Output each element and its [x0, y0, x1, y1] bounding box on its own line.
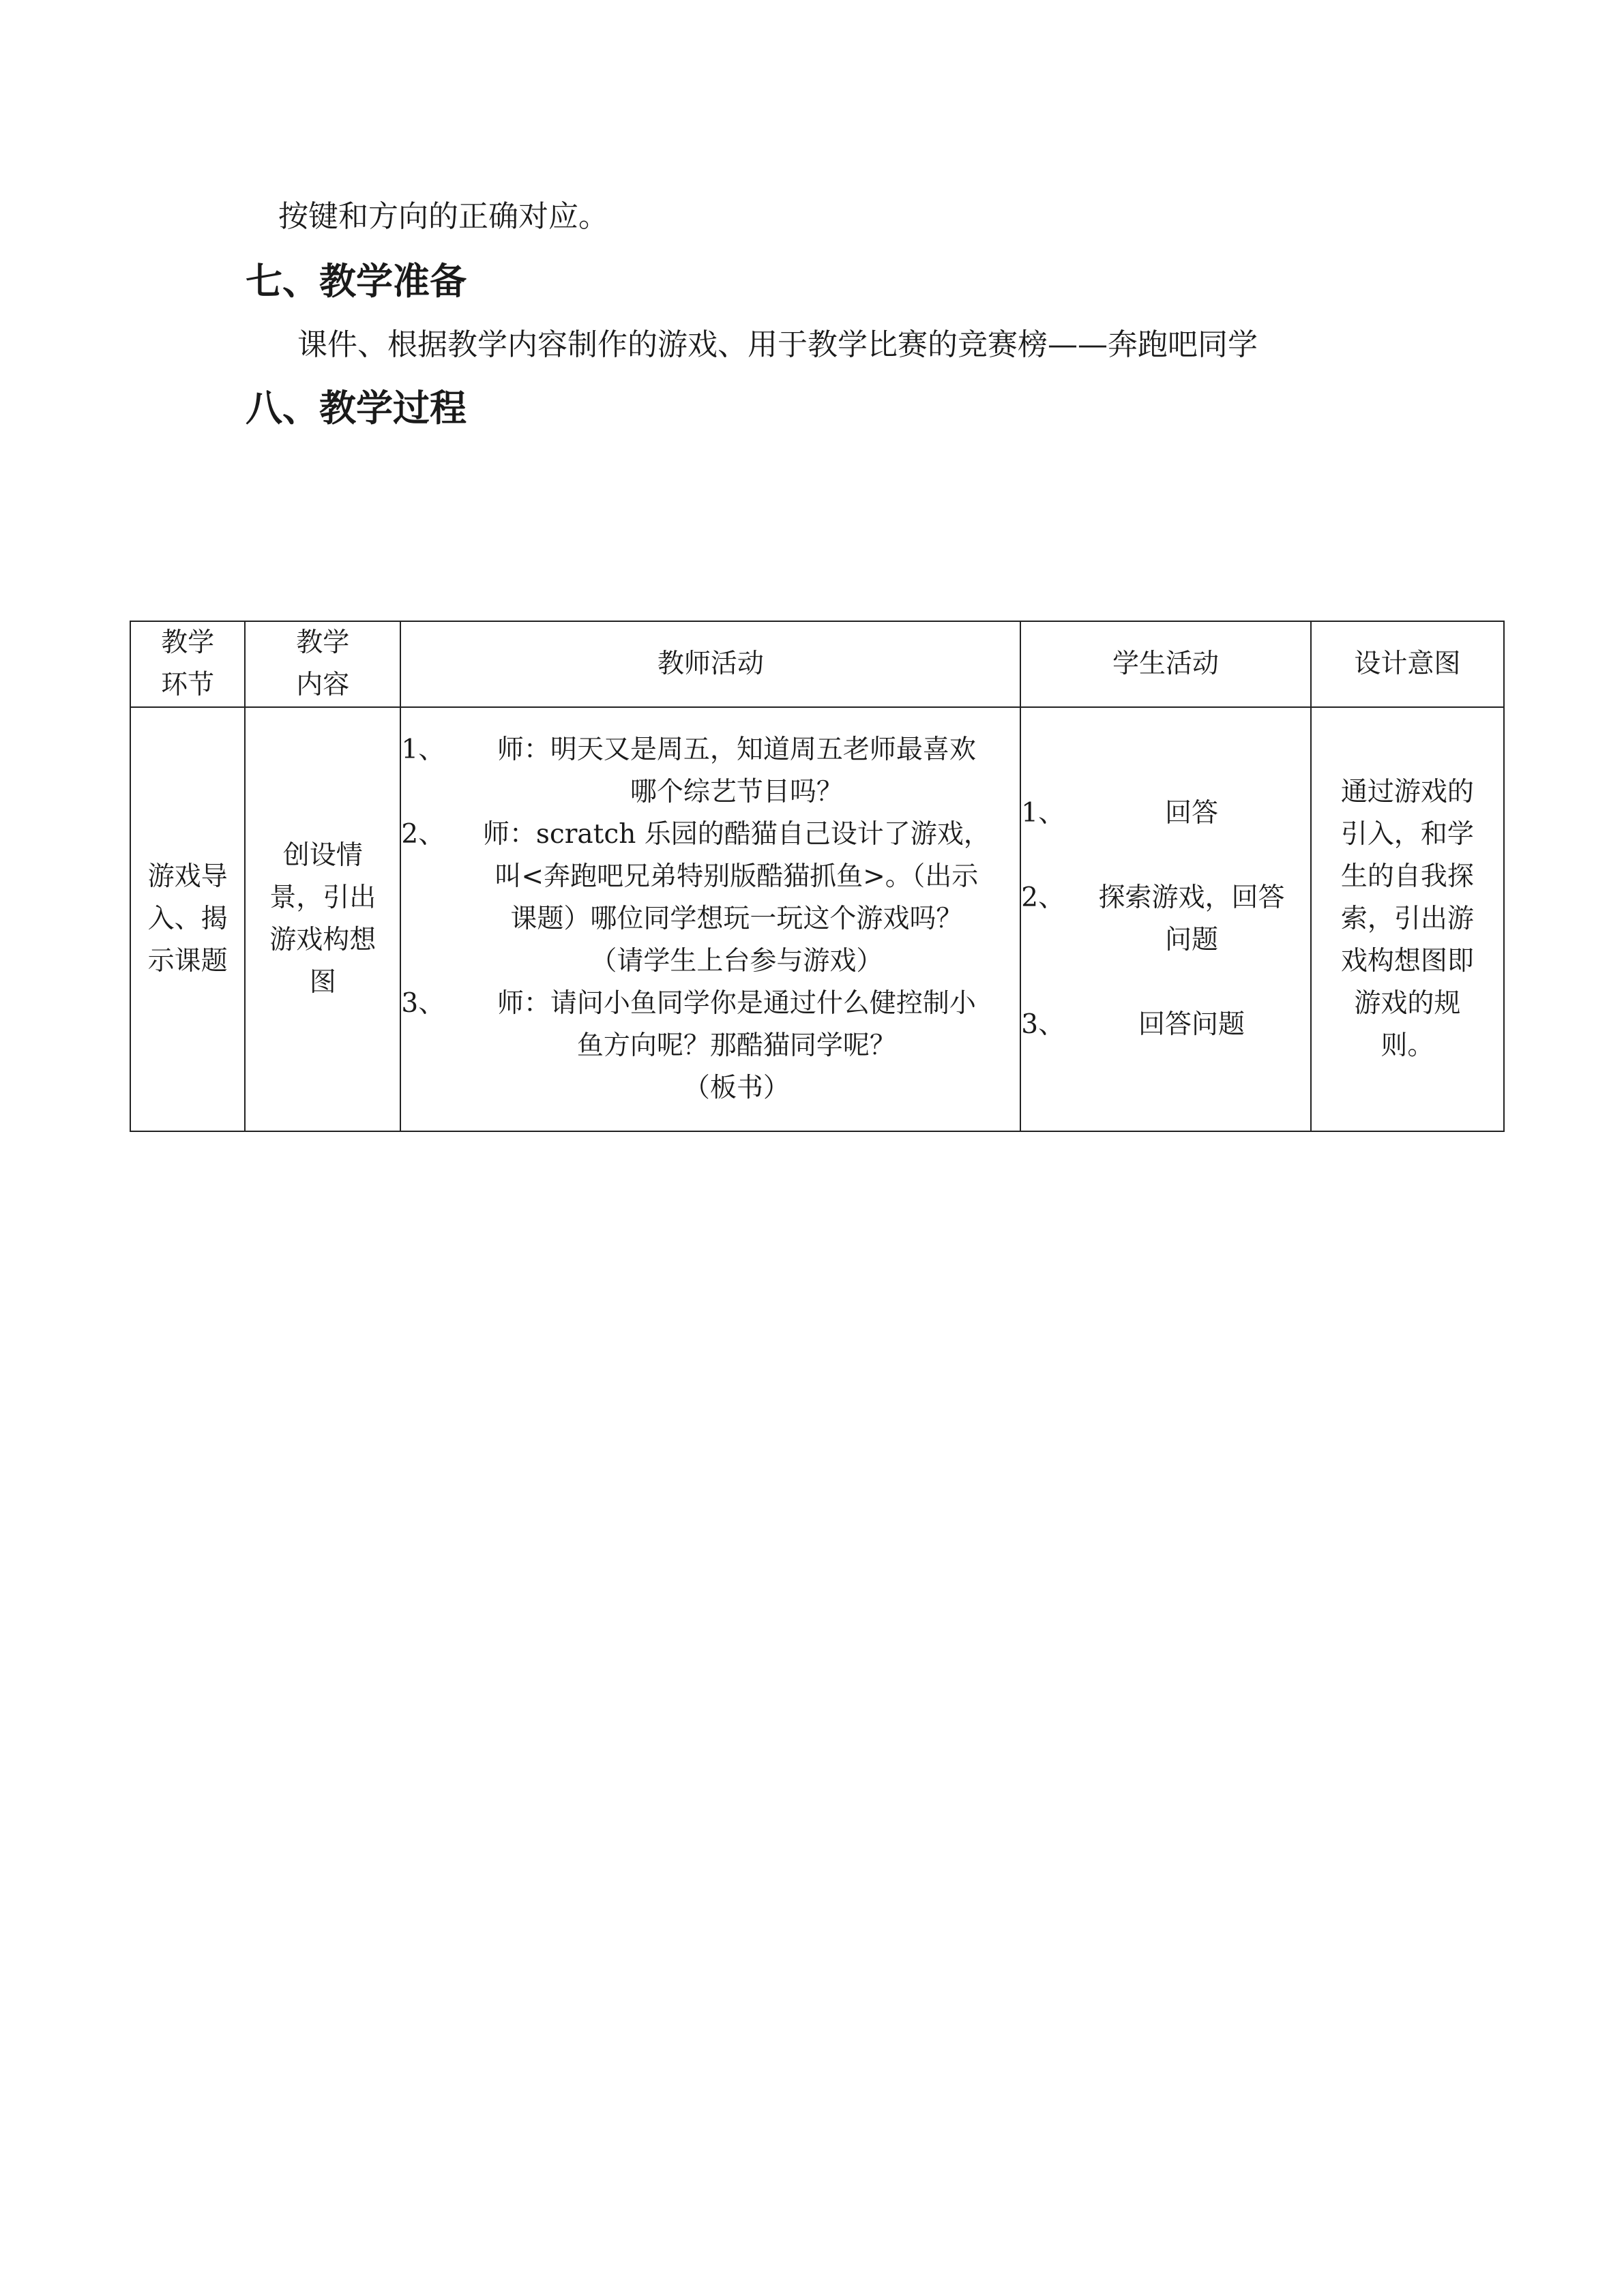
teacher-item-2: 2、 师：scratch 乐园的酷猫自己设计了游戏， 叫<奔跑吧兄弟特别版酷猫抓鱼>。（出示 课题）哪位同学想玩一玩这个游戏吗？ （请学生上台参与游戏）: [401, 819, 990, 976]
student-item-2: 2、 探索游戏，回答 问题: [1021, 882, 1285, 955]
cell-content: 创设情 景，引出 游戏构想 图: [245, 707, 400, 1131]
cell-teacher-activity: [400, 707, 1020, 1131]
cell-student-activity: [1020, 707, 1310, 1131]
teacher-item-1: 1、 师：明天又是周五，知道周五老师最喜欢 哪个综艺节目吗？: [401, 734, 976, 807]
cell-design-intent: 通过游戏的 引入，和学 生的自我探 索，引出游 戏构想图即 游戏的规 则。: [1311, 707, 1504, 1131]
continuation-text: 按键和方向的正确对应。: [278, 199, 608, 234]
header-student-activity: 学生活动: [1020, 621, 1310, 707]
teacher-note: （板书）: [683, 1073, 790, 1103]
teaching-process-table: [130, 621, 1505, 1132]
cell-stage: 游戏导 入、揭 示课题: [130, 707, 245, 1131]
section-8-heading: 八、教学过程: [246, 387, 467, 430]
header-stage: 教学 环节: [130, 621, 245, 707]
table-row: [130, 707, 1504, 1131]
teacher-item-3: 3、 师：请问小鱼同学你是通过什么健控制小 鱼方向呢？那酷猫同学呢？: [401, 988, 976, 1061]
student-item-3: 3、 回答问题: [1021, 1009, 1245, 1040]
header-design-intent: 设计意图: [1311, 621, 1504, 707]
header-teacher-activity: 教师活动: [400, 621, 1020, 707]
section-7-body: 课件、根据教学内容制作的游戏、用于教学比赛的竞赛榜——奔跑吧同学: [297, 327, 1258, 362]
section-7-heading: 七、教学准备: [246, 260, 467, 303]
student-item-1: 1、 回答: [1021, 798, 1218, 829]
table-header-row: [130, 621, 1504, 707]
header-content: 教学 内容: [245, 621, 400, 707]
